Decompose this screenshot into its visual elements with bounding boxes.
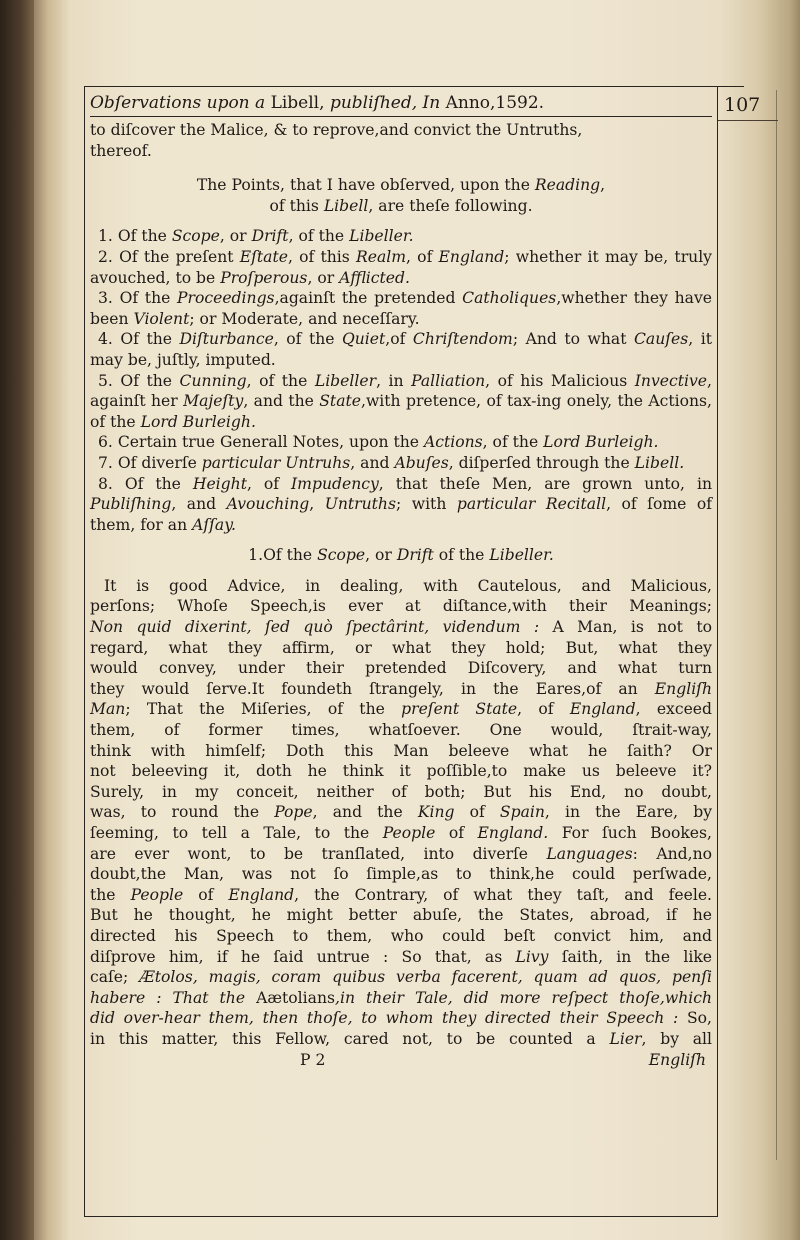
page-number: 107 xyxy=(724,94,761,116)
body-line: But he thought, he might better abuſe, the States, abroad, if he xyxy=(90,906,712,925)
body-line: caſe; Ætolos, magis, coram quibus verba facerent, quam ad quos, penſi xyxy=(90,968,712,987)
point-item: 3. Of the Proceedings,againſt the pretended Catholiques,whether they have been Violent; or Moderate, and neceſſary. xyxy=(90,289,712,328)
body-text xyxy=(90,576,712,1050)
body-line: the People of England, the Contrary, of what they taſt, and feele. xyxy=(90,885,713,904)
point-item: 5. Of the Cunning, of the Libeller, in Palliation, of his Malicious Invective, againſt her Majeſty, and the State,with pretence, of tax-ing onely, the Actions, of the Lord Burleigh. xyxy=(90,371,713,431)
page-footer xyxy=(90,1050,712,1071)
body-line: are ever wont, to be tranſlated, into diverſe Languages: And,no xyxy=(90,844,712,863)
body-line: Surely, in my conceit, neither of both; But his End, no doubt, xyxy=(90,782,712,801)
points-intro-line-2: of this Libell, are theſe following. xyxy=(269,196,533,215)
body-line: ſeeming, to tell a Tale, to the People of England. For ſuch Bookes, xyxy=(90,824,712,842)
body-line: would convey, under their pretended Diſcovery, and what turn xyxy=(90,659,712,678)
section-heading: 1.Of the Scope, or Drift of the Libeller. xyxy=(248,546,554,565)
body-line: think with himſelf; Doth this Man beleeve what he ſaith? Or xyxy=(90,741,712,760)
frame-rule-top xyxy=(84,86,744,87)
signature-mark: P 2 xyxy=(300,1050,326,1069)
body-line: Man; That the Miſeries, of the preſent State, of England, exceed xyxy=(90,700,713,719)
body-line: diſprove him, if he ſaid untrue : So that, as Livy ſaith, in the like xyxy=(90,947,712,966)
body-line: them, of former times, whatſoever. One would, ſtrait-way, xyxy=(90,721,712,740)
point-item: 6. Certain true Generall Notes, upon the Actions, of the Lord Burleigh. xyxy=(98,433,659,452)
body-line: directed his Speech to them, who could beſt convict him, and xyxy=(90,926,712,945)
point-item: 2. Of the preſent Eſtate, of this Realm, of England; whether it may be, truly avouched, to be Proſperous, or Afflicted. xyxy=(90,247,712,287)
running-header xyxy=(90,92,712,117)
body-line: not beleeving it, doth he think it poſſible,to make us beleeve it? xyxy=(90,762,712,781)
text-block xyxy=(90,92,712,1070)
point-item: 1. Of the Scope, or Drift, of the Libeller. xyxy=(98,227,414,246)
frame-rule-left xyxy=(84,86,85,1216)
body-line: regard, what they affirm, or what they hold; But, what they xyxy=(90,638,712,657)
points-intro-line-1: The Points, that I have obſerved, upon the Reading, xyxy=(196,176,606,195)
body-line: doubt,the Man, was not ſo ſimple,as to think,he could perſwade, xyxy=(90,865,712,884)
body-line: It is good Advice, in dealing, with Cautelous, and Malicious, xyxy=(104,576,712,595)
book-gutter xyxy=(0,0,34,1240)
running-title: Obſervations upon a Libell, publiſhed, In Anno,1592. xyxy=(90,93,545,113)
intro-line-1: to diſcover the Malice, & to reprove,and convict the Untruths, xyxy=(90,121,583,139)
point-item: 8. Of the Height, of Impudency, that theſe Men, are grown unto, in Publiſhing, and Avouching, Untruths; with particular Recitall, of ſome of them, for an Aſſay. xyxy=(90,474,712,534)
point-item: 4. Of the Diſturbance, of the Quiet,of Chriſtendom; And to what Cauſes, it may be, juſtly, imputed. xyxy=(90,330,712,369)
body-line: did over-hear them, then thoſe, to whom they directed their Speech : So, xyxy=(90,1009,712,1028)
body-line: habere : That the Aætolians,in their Tale, did more reſpect thoſe,which xyxy=(90,988,713,1007)
frame-rule-right xyxy=(717,86,718,1216)
catchword: Engliſh xyxy=(648,1050,706,1069)
intro-line-2: thereof. xyxy=(90,141,152,160)
points-list xyxy=(90,226,712,535)
body-line: perſons; Whoſe Speech,is ever at diſtance,with their Meanings; xyxy=(90,597,712,616)
body-line: Non quid dixerint, ſed quò ſpectârint, videndum : A Man, is not to xyxy=(90,618,712,637)
body-line: was, to round the Pope, and the King of Spain, in the Eare, by xyxy=(90,803,713,822)
page-number-rule xyxy=(718,120,778,121)
point-item: 7. Of diverſe particular Untruhs, and Abuſes, diſperſed through the Libell. xyxy=(98,453,685,472)
body-line: they would ſerve.It foundeth ſtrangely, in the Eares,of an Engliſh xyxy=(90,679,712,698)
body-line: in this matter, this Fellow, cared not, to be counted a Lier, by all xyxy=(90,1029,713,1048)
margin-rule-right xyxy=(776,90,777,1160)
frame-rule-bottom xyxy=(84,1216,718,1217)
